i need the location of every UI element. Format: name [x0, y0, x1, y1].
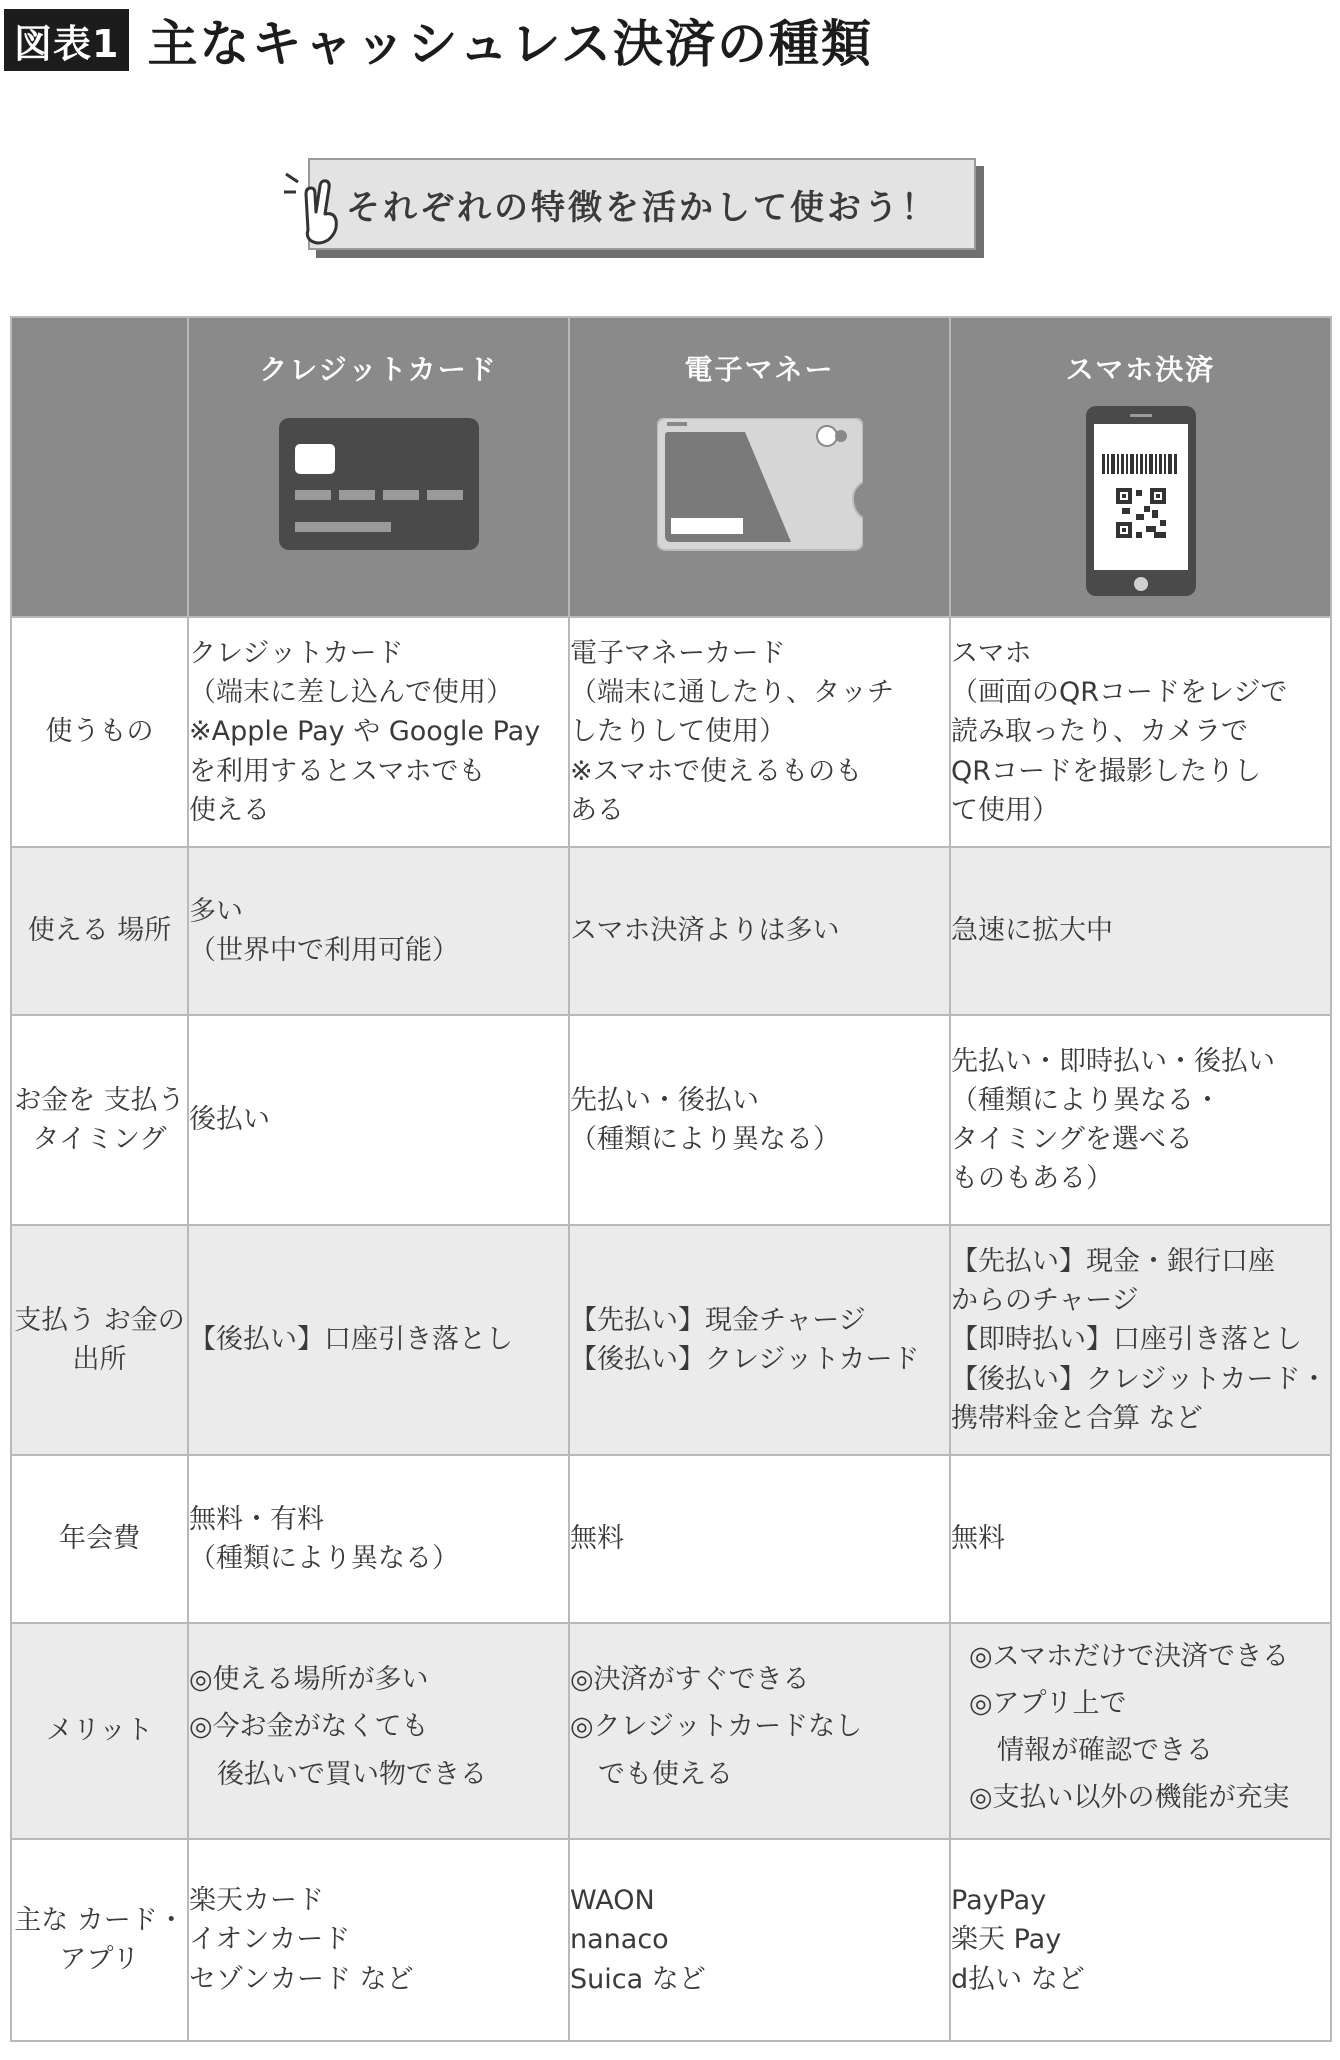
cell-line: 後払いで買い物できる	[217, 1758, 487, 1790]
cell-line: て使用）	[951, 794, 1059, 826]
figure-badge: 図表1	[4, 9, 129, 71]
table-row	[11, 1225, 1331, 1455]
table-row	[11, 847, 1331, 1015]
table-header-row	[11, 317, 1331, 617]
cell-line: タイミングを選べる	[951, 1124, 1193, 1155]
cell-line: 【先払い】現金チャージ	[570, 1304, 866, 1336]
cell-line: ◎スマホだけで決済できる	[969, 1640, 1290, 1672]
cell-line: 読み取ったり、カメラで	[951, 716, 1248, 748]
table-cell	[950, 617, 1331, 847]
row-label	[11, 847, 188, 1015]
comparison-table	[10, 316, 1332, 2042]
table-cell	[569, 1623, 950, 1839]
table-cell	[188, 1623, 569, 1839]
cell-line: を利用するとスマホでも	[189, 755, 486, 787]
cell-line: スマホ決済よりは多い	[570, 915, 840, 947]
title-row	[4, 6, 873, 74]
cell-line: 無料	[951, 1523, 1005, 1555]
table-row	[11, 1839, 1331, 2041]
cell-line: ◎アプリ上で	[969, 1687, 1127, 1719]
callout-box	[308, 158, 1028, 268]
row-label	[11, 1839, 188, 2041]
cell-line: 先払い・即時払い・後払い	[951, 1045, 1275, 1077]
table-cell	[569, 617, 950, 847]
cell-line: 楽天カード	[189, 1885, 324, 1917]
cell-line: ◎決済がすぐできる	[570, 1664, 810, 1696]
row-label-line: 場所	[117, 915, 172, 947]
cell-line: 使える	[189, 794, 270, 826]
header-empty-cell	[11, 317, 188, 617]
cell-line: 急速に拡大中	[951, 915, 1113, 947]
table-cell	[950, 1225, 1331, 1455]
table-cell	[950, 1623, 1331, 1839]
row-label-line: 支払う	[14, 1304, 96, 1336]
row-label-line: 出所	[72, 1344, 127, 1375]
callout-panel	[308, 158, 976, 250]
table-cell	[188, 617, 569, 847]
cell-line: nanaco	[570, 1924, 669, 1956]
row-label-line: 支払う	[103, 1084, 185, 1116]
table-cell	[188, 1015, 569, 1225]
cell-line: したりして使用）	[570, 716, 786, 748]
row-label-line: カード・	[76, 1904, 185, 1936]
cell-line: 【先払い】現金・銀行口座	[951, 1246, 1275, 1278]
row-label	[11, 1015, 188, 1225]
cell-line: ◎クレジットカードなし	[570, 1711, 863, 1743]
table-cell	[950, 847, 1331, 1015]
table-cell	[569, 1015, 950, 1225]
cell-line: からのチャージ	[951, 1285, 1139, 1317]
cell-line: （世界中で利用可能）	[189, 935, 459, 966]
row-label-line: タイミング	[32, 1124, 167, 1155]
row-label	[11, 617, 188, 847]
cell-line: 楽天 Pay	[951, 1924, 1062, 1956]
row-label	[11, 1225, 188, 1455]
row-label-line: メリット	[46, 1715, 153, 1747]
table-cell	[188, 1225, 569, 1455]
cell-line: Suica など	[570, 1963, 706, 1995]
row-label	[11, 1623, 188, 1839]
table-cell	[950, 1839, 1331, 2041]
cell-line: クレジットカード	[189, 638, 404, 670]
cell-line: ◎今お金がなくても	[189, 1711, 429, 1743]
row-label	[11, 1455, 188, 1623]
cell-line: 後払い	[189, 1104, 270, 1136]
column-header-credit-card	[188, 317, 569, 617]
table-cell	[188, 1455, 569, 1623]
e-money-card-icon	[657, 418, 863, 554]
table-cell	[569, 847, 950, 1015]
smartphone-qr-icon	[1086, 406, 1196, 596]
row-label-line: 使うもの	[45, 716, 154, 748]
cell-line: ◎支払い以外の機能が充実	[969, 1782, 1290, 1814]
cell-line: でも使える	[598, 1758, 733, 1790]
cell-line: 【後払い】クレジットカード・	[951, 1363, 1328, 1395]
cell-line: （種類により異なる）	[570, 1124, 840, 1155]
cell-line: 【後払い】口座引き落とし	[189, 1324, 513, 1356]
cell-line: ※Apple Pay や Google Pay	[189, 716, 541, 748]
table-row	[11, 1623, 1331, 1839]
row-label-line: 年会費	[59, 1523, 140, 1555]
table-cell	[950, 1015, 1331, 1225]
cell-line: （種類により異なる）	[189, 1543, 459, 1574]
peace-hand-icon	[284, 168, 344, 248]
column-label: 電子マネー	[684, 353, 835, 386]
table-cell	[188, 847, 569, 1015]
cell-line: スマホ	[951, 638, 1032, 670]
row-label-line: お金を	[14, 1084, 96, 1116]
column-header-smartphone	[950, 317, 1331, 617]
credit-card-icon	[279, 418, 479, 554]
cell-line: 【即時払い】口座引き落とし	[951, 1324, 1302, 1356]
cell-line: ものもある）	[951, 1163, 1113, 1195]
table-row	[11, 1015, 1331, 1225]
table-row	[11, 617, 1331, 847]
row-label-line: アプリ	[59, 1944, 140, 1975]
row-label-line: 主な	[14, 1904, 69, 1936]
cell-line: （端末に差し込んで使用）	[189, 677, 513, 709]
cell-line: （種類により異なる・	[951, 1084, 1221, 1116]
cell-line: イオンカード	[189, 1924, 351, 1956]
cell-line: PayPay	[951, 1885, 1047, 1917]
cell-line: 無料	[570, 1523, 624, 1555]
cell-line: （画面のQRコードをレジで	[951, 677, 1288, 709]
cell-line: 【後払い】クレジットカード	[570, 1344, 920, 1375]
callout-text: それぞれの特徴を活かして使おう！	[346, 187, 938, 228]
column-label: スマホ決済	[1065, 353, 1216, 386]
cell-line: セゾンカード など	[189, 1963, 414, 1995]
cell-line: ある	[570, 794, 624, 826]
column-header-e-money	[569, 317, 950, 617]
row-label-line: お金の	[103, 1304, 185, 1336]
cell-line: QRコードを撮影したりし	[951, 755, 1262, 787]
cell-line: d払い など	[951, 1963, 1085, 1995]
page-title: 主なキャッシュレス決済の種類	[147, 15, 873, 73]
table-cell	[188, 1839, 569, 2041]
cell-line: 電子マネーカード	[570, 638, 786, 670]
cell-line: 情報が確認できる	[997, 1735, 1213, 1766]
cell-line: （端末に通したり、タッチ	[570, 677, 894, 709]
cell-line: 多い	[189, 895, 243, 927]
row-label-line: 使える	[27, 915, 109, 947]
cell-line: 携帯料金と合算 など	[951, 1402, 1203, 1434]
cell-line: 先払い・後払い	[570, 1084, 759, 1116]
table-cell	[950, 1455, 1331, 1623]
table-cell	[569, 1839, 950, 2041]
cell-line: WAON	[570, 1885, 655, 1917]
cell-line: ※スマホで使えるものも	[570, 755, 863, 787]
table-cell	[569, 1455, 950, 1623]
table-cell	[569, 1225, 950, 1455]
cell-line: 無料・有料	[189, 1503, 324, 1535]
column-label: クレジットカード	[259, 353, 498, 386]
table-row	[11, 1455, 1331, 1623]
cell-line: ◎使える場所が多い	[189, 1664, 429, 1696]
